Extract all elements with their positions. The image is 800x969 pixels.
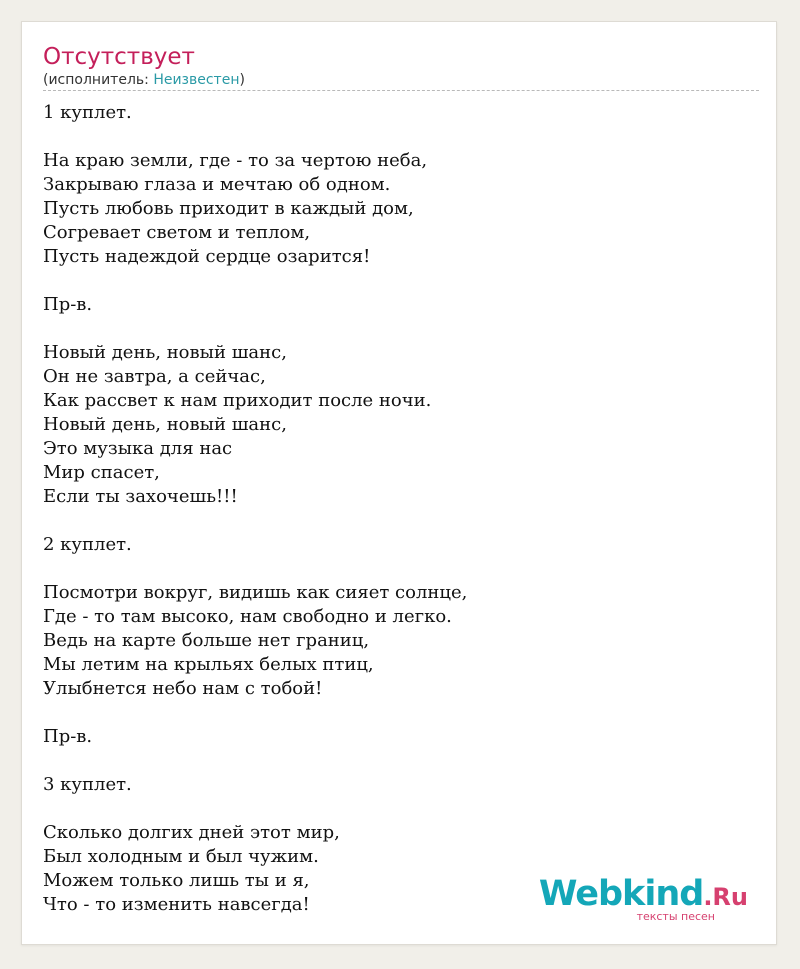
lyric-line: Можем только лишь ты и я,: [43, 870, 310, 891]
lyrics-text: [43, 101, 467, 917]
artist-line: [43, 71, 245, 89]
lyric-line: 3 куплет.: [43, 774, 132, 795]
artist-link[interactable]: Неизвестен: [153, 72, 240, 88]
lyric-line: Он не завтра, а сейчас,: [43, 366, 266, 387]
logo-tagline: тексты песен: [636, 910, 715, 923]
lyric-line: Пусть надеждой сердце озарится!: [43, 246, 371, 267]
lyric-line: Если ты захочешь!!!: [43, 486, 238, 507]
lyric-line: Пусть любовь приходит в каждый дом,: [43, 198, 414, 219]
lyric-line: Мир спасет,: [43, 462, 160, 483]
lyrics-card: [21, 21, 777, 945]
lyric-line: Улыбнется небо нам с тобой!: [43, 678, 323, 699]
song-title: Отсутствует: [43, 44, 195, 70]
lyric-line: 1 куплет.: [43, 102, 132, 123]
lyric-line: Где - то там высоко, нам свободно и легко.: [43, 606, 452, 627]
title-divider: [43, 90, 759, 91]
lyric-line: Новый день, новый шанс,: [43, 414, 287, 435]
lyric-line: 2 куплет.: [43, 534, 132, 555]
lyric-line: На краю земли, где - то за чертою неба,: [43, 150, 428, 171]
lyric-line: Пр-в.: [43, 726, 93, 747]
lyric-line: Что - то изменить навсегда!: [43, 894, 310, 915]
lyric-line: Мы летим на крыльях белых птиц,: [43, 654, 374, 675]
lyric-line: Закрываю глаза и мечтаю об одном.: [43, 174, 391, 195]
artist-suffix: ): [239, 72, 245, 88]
lyric-line: Как рассвет к нам приходит после ночи.: [43, 390, 432, 411]
lyric-line: Согревает светом и теплом,: [43, 222, 311, 243]
site-logo[interactable]: [539, 876, 748, 922]
artist-prefix: (исполнитель:: [43, 72, 154, 88]
lyric-line: Посмотри вокруг, видишь как сияет солнце,: [43, 582, 468, 603]
logo-tld: .Ru: [703, 883, 748, 911]
lyric-line: Ведь на карте больше нет границ,: [43, 630, 370, 651]
lyric-line: Это музыка для нас: [43, 438, 233, 459]
lyric-line: Пр-в.: [43, 294, 93, 315]
logo-name: Webkind: [538, 874, 704, 914]
lyric-line: Сколько долгих дней этот мир,: [43, 822, 340, 843]
lyric-line: Был холодным и был чужим.: [43, 846, 319, 867]
lyric-line: Новый день, новый шанс,: [43, 342, 287, 363]
